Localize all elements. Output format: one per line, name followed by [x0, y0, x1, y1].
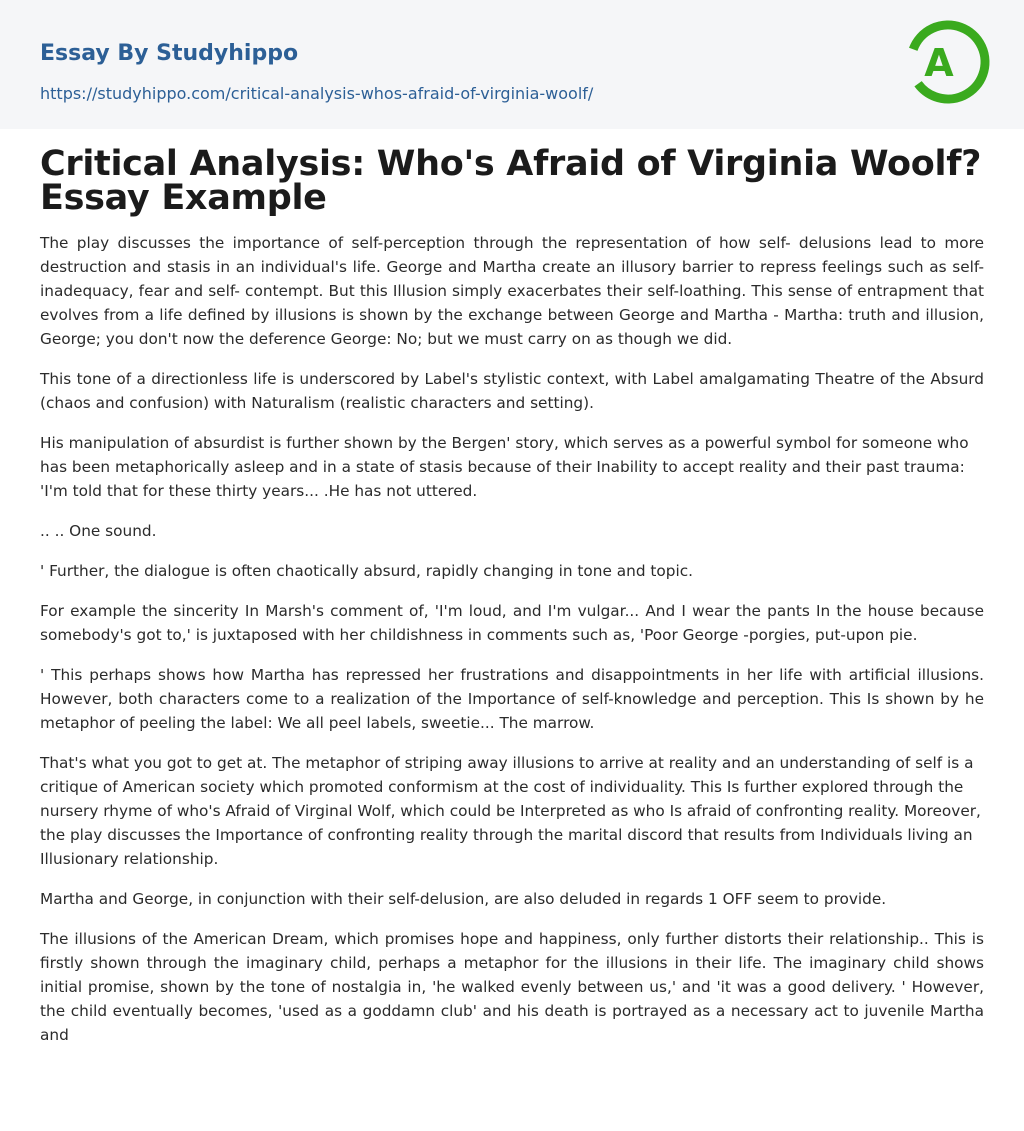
page-title-line-2: Essay Example	[40, 178, 327, 218]
brand-title[interactable]: Essay By Studyhippo	[40, 41, 299, 66]
article	[0, 144, 1024, 1047]
site-header	[0, 0, 1024, 129]
paragraph: Martha and George, in conjunction with their self-delusion, are also deluded in regards 1 OFF seem to provide.	[40, 890, 887, 908]
paragraph: The play discusses the importance of self-perception through the representation of how self- delusions lead to more destruction and stasis in an individual's life. George and Martha create an illusory barrier to repress feelings such as self-inadequacy, fear and self- contempt. But this Illusion simply exacerbates their self-loathing. This sense of entrapment that evolves from a life defined by illusions is shown by the exchange between George and Martha - Martha: truth and illusion, George; you don't now the deference George: No; but we must carry on as though we did.	[40, 234, 984, 348]
paragraph: His manipulation of absurdist is further shown by the Bergen' story, which serves as a powerful symbol for someone who has been metaphorically asleep and in a state of stasis because of their Inability to accept reality and their past trauma: 'I'm told that for these thirty years... .He has not uttered.	[40, 434, 969, 500]
source-url-link[interactable]: https://studyhippo.com/critical-analysis-whos-afraid-of-virginia-woolf/	[40, 84, 594, 103]
page-title	[40, 144, 984, 218]
paragraph: This tone of a directionless life is underscored by Label's stylistic context, with Label amalgamating Theatre of the Absurd (chaos and confusion) with Naturalism (realistic characters and setting).	[40, 370, 984, 412]
page-title-line-1: Critical Analysis: Who's Afraid of Virginia Woolf?	[40, 144, 982, 184]
paragraph: ' This perhaps shows how Martha has repressed her frustrations and disappointments in her life with artificial illusions. However, both characters come to a realization of the Importance of self-knowledge and perception. This Is shown by he metaphor of peeling the label: We all peel labels, sweetie... The marrow.	[40, 666, 984, 732]
paragraph: ' Further, the dialogue is often chaotically absurd, rapidly changing in tone and topic.	[40, 562, 693, 580]
paragraph: The illusions of the American Dream, which promises hope and happiness, only further distorts their relationship.. This is firstly shown through the imaginary child, perhaps a metaphor for the illusions in their life. The imaginary child shows initial promise, shown by the tone of nostalgia in, 'he walked evenly between us,' and 'it was a good delivery. ' However, the child eventually becomes, 'used as a goddamn club' and his death is portrayed as a necessary act to juvenile Martha and	[40, 930, 984, 1044]
logo-letter: A	[924, 41, 954, 85]
studyhippo-logo-icon[interactable]	[904, 18, 992, 106]
paragraph: .. .. One sound.	[40, 522, 157, 540]
paragraph: For example the sincerity In Marsh's comment of, 'I'm loud, and I'm vulgar... And I wear the pants In the house because somebody's got to,' is juxtaposed with her childishness in comments such as, 'Poor George -porgies, put-upon pie.	[40, 602, 984, 644]
paragraph: That's what you got to get at. The metaphor of striping away illusions to arrive at reality and an understanding of self is a critique of American society which promoted conformism at the cost of individuality. This Is further explored through the nursery rhyme of who's Afraid of Virginal Wolf, which could be Interpreted as who Is afraid of confronting reality. Moreover, the play discusses the Importance of confronting reality through the marital discord that results from Individuals living an Illusionary relationship.	[40, 754, 981, 868]
article-body	[40, 231, 984, 1047]
